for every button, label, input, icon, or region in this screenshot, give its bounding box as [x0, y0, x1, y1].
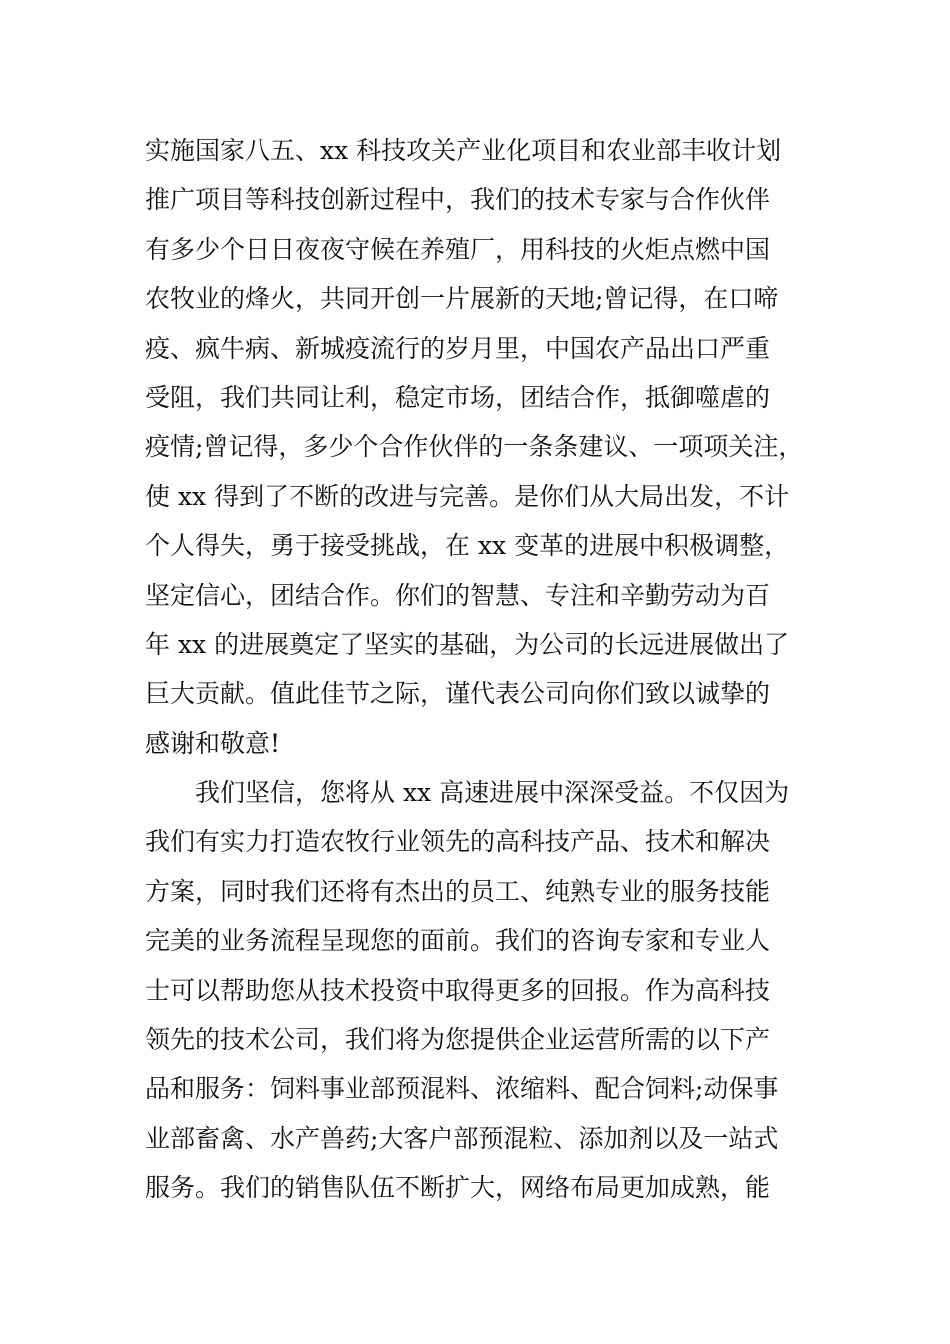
paragraph-1-line: 巨大贡献。值此佳节之际，谨代表公司向你们致以诚挚的 [145, 679, 771, 709]
paragraph-2-line: 品和服务：饲料事业部预混料、浓缩料、配合饲料;动保事 [145, 1074, 779, 1104]
paragraph-2-line: 方案，同时我们还将有杰出的员工、纯熟专业的服务技能 [145, 876, 771, 906]
paragraph-1-line: 坚定信心，团结合作。你们的智慧、专注和辛勤劳动为百 [145, 580, 771, 610]
paragraph-2-line: 业部畜禽、水产兽药;大客户部预混粒、添加剂以及一站式 [145, 1123, 779, 1153]
paragraph-1-line: 有多少个日日夜夜守候在养殖厂，用科技的火炬点燃中国 [145, 234, 771, 264]
body-text [145, 126, 825, 1213]
paragraph-2-line: 我们坚信，您将从 xx 高速进展中深深受益。不仅因为 [195, 778, 790, 808]
paragraph-1-line: 个人得失，勇于接受挑战，在 xx 变革的进展中积极调整， [145, 531, 790, 561]
paragraph-1-line: 疫、疯牛病、新城疫流行的岁月里，中国农产品出口严重 [145, 333, 771, 363]
paragraph-1-line: 实施国家八五、xx 科技攻关产业化项目和农业部丰收计划 [145, 136, 782, 165]
paragraph-1-line: 受阻，我们共同让利，稳定市场，团结合作，抵御噬虐的 [145, 382, 771, 412]
paragraph-1-line: 感谢和敬意! [145, 728, 281, 758]
paragraph-2-line: 服务。我们的销售队伍不断扩大，网络布局更加成熟，能 [145, 1173, 771, 1203]
paragraph-1-line: 农牧业的烽火，共同开创一片展新的天地;曾记得，在口啼 [145, 284, 779, 314]
paragraph-2-line: 士可以帮助您从技术投资中取得更多的回报。作为高科技 [145, 975, 771, 1005]
paragraph-2-line: 我们有实力打造农牧行业领先的高科技产品、技术和解决 [145, 827, 771, 857]
paragraph-1-line: 年 xx 的进展奠定了坚实的基础，为公司的长远进展做出了 [145, 629, 790, 659]
paragraph-2-line: 完美的业务流程呈现您的面前。我们的咨询专家和专业人 [145, 926, 771, 956]
paragraph-2 [145, 768, 825, 1213]
paragraph-1 [145, 126, 825, 768]
paragraph-1-line: 使 xx 得到了不断的改进与完善。是你们从大局出发，不计 [145, 481, 790, 511]
paragraph-2-line: 领先的技术公司，我们将为您提供企业运营所需的以下产 [145, 1025, 771, 1055]
paragraph-1-line: 疫情;曾记得，多少个合作伙伴的一条条建议、一项项关注， [145, 432, 804, 462]
paragraph-1-line: 推广项目等科技创新过程中，我们的技术专家与合作伙伴 [145, 185, 771, 215]
